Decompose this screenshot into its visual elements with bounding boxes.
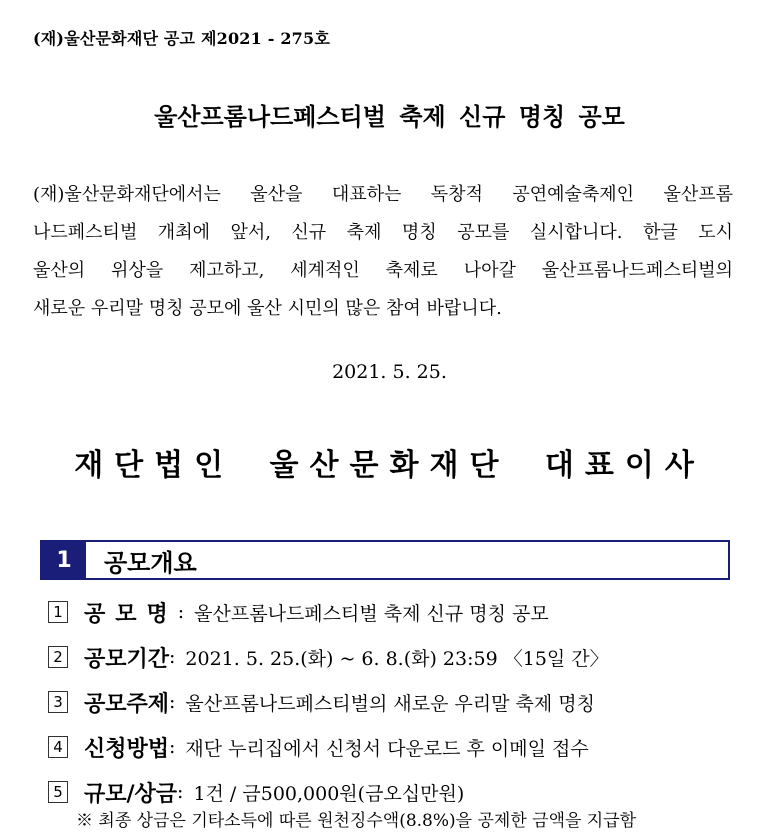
page-title: 울산프롬나드페스티벌 축제 신규 명칭 공모 — [154, 102, 625, 131]
announcement-date: 2021. 5. 25. — [332, 361, 447, 383]
paragraph-line: 새로운 우리말 명칭 공모에 울산 시민의 많은 참여 바랍니다. — [33, 298, 502, 319]
item-number-box: 3 — [48, 691, 68, 713]
item-label: 공모명 — [84, 601, 178, 627]
item-number-box: 4 — [48, 736, 68, 758]
item-label: 공모기간 — [84, 646, 170, 672]
footnote: ※ 최종 상금은 기타소득에 따른 원천징수액(8.8%)을 공제한 금액을 지급함 — [76, 811, 637, 831]
paragraph-line: (재)울산문화재단에서는 울산을 대표하는 독창적 공연예술축제인 울산프롬 — [33, 184, 733, 205]
section-header — [40, 540, 730, 580]
item-label: 공모주제 — [84, 691, 170, 717]
signer-name: 재단법인 울산문화재단 대표이사 — [74, 448, 705, 483]
section-title: 공모개요 — [104, 548, 197, 577]
paragraph-line: 나드페스티벌 개최에 앞서, 신규 축제 명칭 공모를 실시합니다. 한글 도시 — [33, 222, 733, 243]
item-value: 울산프롬나드페스티벌의 새로운 우리말 축제 명칭 — [185, 692, 596, 715]
item-number-box: 1 — [48, 601, 68, 623]
list-item: 4 신청방법 : 재단 누리집에서 신청서 다운로드 후 이메일 접수 — [48, 731, 748, 763]
list-item: 2 공모기간 : 2021. 5. 25.(화) ~ 6. 8.(화) 23:59 〈15일 간〉 — [48, 641, 748, 673]
item-number-box: 5 — [48, 781, 68, 803]
notice-number: (재)울산문화재단 공고 제2021 - 275호 — [33, 29, 331, 48]
item-value: 울산프롬나드페스티벌 축제 신규 명칭 공모 — [194, 602, 549, 625]
item-label: 규모/상금 — [84, 781, 178, 807]
announcement-paragraph — [33, 176, 733, 328]
item-label: 신청방법 — [84, 736, 170, 762]
item-value: 1건 / 금500,000원(금오십만원) — [193, 782, 465, 805]
list-item: 3 공모주제 : 울산프롬나드페스티벌의 새로운 우리말 축제 명칭 — [48, 686, 748, 718]
item-number-box: 2 — [48, 646, 68, 668]
item-value: 2021. 5. 25.(화) ~ 6. 8.(화) 23:59 〈15일 간〉 — [185, 647, 609, 670]
item-value: 재단 누리집에서 신청서 다운로드 후 이메일 접수 — [185, 737, 589, 760]
list-item: 1 공모명 : 울산프롬나드페스티벌 축제 신규 명칭 공모 — [48, 596, 748, 628]
section-number: 1 — [42, 542, 86, 578]
list-item: 5 규모/상금 : 1건 / 금500,000원(금오십만원) — [48, 776, 748, 808]
overview-list — [48, 596, 748, 821]
paragraph-line: 울산의 위상을 제고하고, 세계적인 축제로 나아갈 울산프롬나드페스티벌의 — [33, 260, 733, 281]
